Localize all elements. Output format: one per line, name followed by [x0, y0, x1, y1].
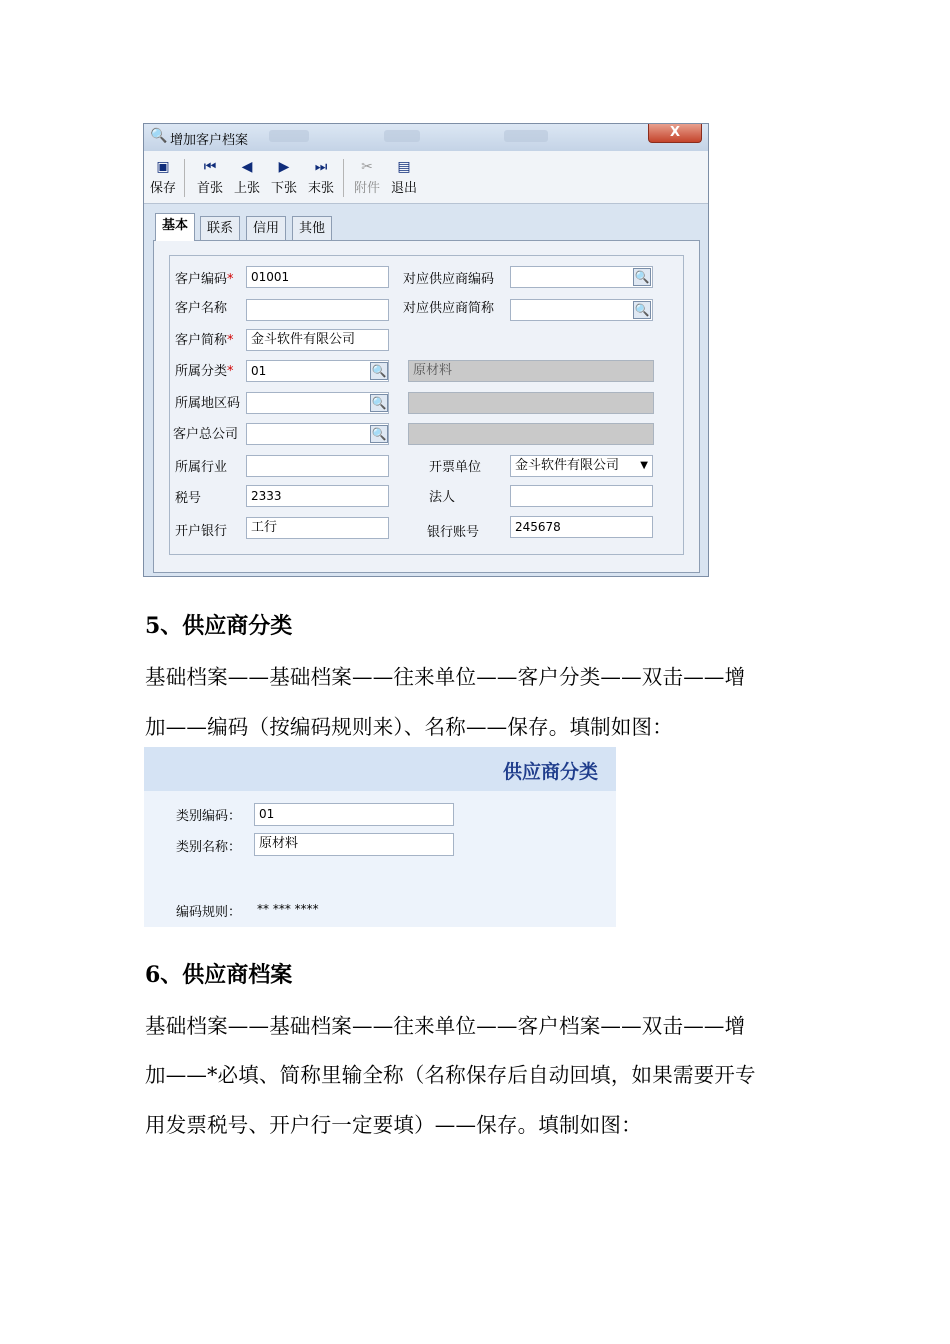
- section6-paragraph-line1: 基础档案——基础档案——往来单位——客户档案——双击——增: [145, 1014, 746, 1038]
- toolbar-separator: [343, 159, 344, 197]
- form-group: [169, 255, 684, 555]
- first-icon: ⏮: [203, 159, 217, 175]
- region-label: 所属地区码: [175, 396, 241, 411]
- chevron-down-icon: ▼: [640, 460, 648, 471]
- hq-name-field: [408, 423, 654, 445]
- supplier-code-search-icon[interactable]: 🔍: [634, 270, 650, 284]
- next-record-button[interactable]: ▶ 下张: [266, 157, 302, 196]
- legal-person-field[interactable]: [510, 485, 653, 507]
- customer-code-label: 客户编码*: [175, 272, 234, 287]
- customer-record-window: [143, 123, 709, 577]
- category-code-label: 类别编码：: [176, 809, 242, 824]
- bank-account-label: 银行账号: [427, 525, 480, 540]
- background-tab-blur: [384, 130, 420, 142]
- invoice-unit-label: 开票单位: [429, 460, 482, 475]
- exit-button[interactable]: ▤ 退出: [386, 157, 422, 196]
- customer-name-field[interactable]: [246, 299, 389, 321]
- section5-paragraph-line2: 加——编码（按编码规则来）、名称——保存。填制如图：: [145, 715, 673, 739]
- category-search-icon[interactable]: 🔍: [371, 364, 387, 378]
- invoice-unit-select[interactable]: 金斗软件有限公司 ▼: [510, 455, 653, 477]
- category-name-label: 类别名称：: [176, 840, 242, 855]
- bank-label: 开户银行: [175, 524, 228, 539]
- supplier-code-field[interactable]: [510, 266, 653, 288]
- exit-door-icon: ▤: [397, 159, 411, 175]
- bank-account-field[interactable]: 245678: [510, 516, 653, 538]
- panel-body: [144, 791, 616, 927]
- close-button[interactable]: X: [648, 124, 702, 143]
- coding-rule-label: 编码规则：: [176, 905, 242, 920]
- next-icon: ▶: [278, 159, 290, 175]
- paperclip-icon: ✂: [361, 159, 373, 175]
- last-record-button[interactable]: ⏭ 末张: [303, 157, 339, 196]
- tab-basic[interactable]: 基本: [155, 213, 195, 241]
- window-title: 增加客户档案: [170, 133, 249, 148]
- supplier-short-label: 对应供应商简称: [403, 301, 495, 316]
- prev-icon: ◀: [241, 159, 253, 175]
- customer-short-label: 客户简称*: [175, 333, 234, 348]
- category-name-field[interactable]: 原材料: [254, 833, 454, 856]
- basic-tab-panel: [153, 240, 700, 573]
- attachment-button[interactable]: ✂ 附件: [349, 157, 385, 196]
- last-icon: ⏭: [314, 159, 328, 175]
- supplier-short-field[interactable]: [510, 299, 653, 321]
- toolbar-separator: [184, 159, 185, 197]
- hq-field[interactable]: [246, 423, 389, 445]
- bank-field[interactable]: 工行: [246, 517, 389, 539]
- toolbar: [144, 151, 708, 204]
- section5-paragraph-line1: 基础档案——基础档案——往来单位——客户分类——双击——增: [145, 665, 746, 689]
- coding-rule-value: ** *** ****: [257, 902, 319, 916]
- supplier-short-search-icon[interactable]: 🔍: [634, 303, 650, 317]
- background-tab-blur: [504, 130, 548, 142]
- category-code-field[interactable]: 01: [254, 803, 454, 826]
- region-search-icon[interactable]: 🔍: [371, 396, 387, 410]
- tab-contact[interactable]: 联系: [200, 216, 240, 240]
- section5-heading: 5、供应商分类: [145, 613, 293, 639]
- category-label: 所属分类*: [175, 364, 234, 379]
- section6-paragraph-line2: 加——*必填、简称里输全称（名称保存后自动回填，如果需要开专: [145, 1063, 756, 1087]
- panel-header: [144, 747, 616, 791]
- legal-person-label: 法人: [429, 490, 456, 505]
- prev-record-button[interactable]: ◀ 上张: [229, 157, 265, 196]
- background-tab-blur: [269, 130, 309, 142]
- industry-field[interactable]: [246, 455, 389, 477]
- tax-label: 税号: [175, 491, 202, 506]
- panel-title: 供应商分类: [502, 761, 598, 783]
- floppy-disk-icon: ▣: [156, 159, 170, 175]
- tax-field[interactable]: 2333: [246, 485, 389, 507]
- hq-label: 客户总公司: [173, 427, 239, 442]
- category-name-field: 原材料: [408, 360, 654, 382]
- tab-credit[interactable]: 信用: [246, 216, 286, 240]
- industry-label: 所属行业: [175, 460, 228, 475]
- search-key-icon: 🔍: [150, 128, 168, 144]
- supplier-category-panel: [144, 747, 616, 927]
- customer-code-field[interactable]: 01001: [246, 266, 389, 288]
- customer-name-label: 客户名称: [175, 301, 228, 316]
- window-titlebar: [144, 124, 708, 151]
- section6-paragraph-line3: 用发票税号、开户行一定要填）——保存。填制如图：: [145, 1113, 642, 1137]
- first-record-button[interactable]: ⏮ 首张: [192, 157, 228, 196]
- hq-search-icon[interactable]: 🔍: [371, 427, 387, 441]
- region-name-field: [408, 392, 654, 414]
- region-field[interactable]: [246, 392, 389, 414]
- save-button[interactable]: ▣ 保存: [145, 157, 181, 196]
- customer-short-field[interactable]: 金斗软件有限公司: [246, 329, 389, 351]
- supplier-code-label: 对应供应商编码: [403, 272, 495, 287]
- tab-other[interactable]: 其他: [292, 216, 332, 240]
- category-field[interactable]: 01: [246, 360, 389, 382]
- section6-heading: 6、供应商档案: [145, 962, 293, 988]
